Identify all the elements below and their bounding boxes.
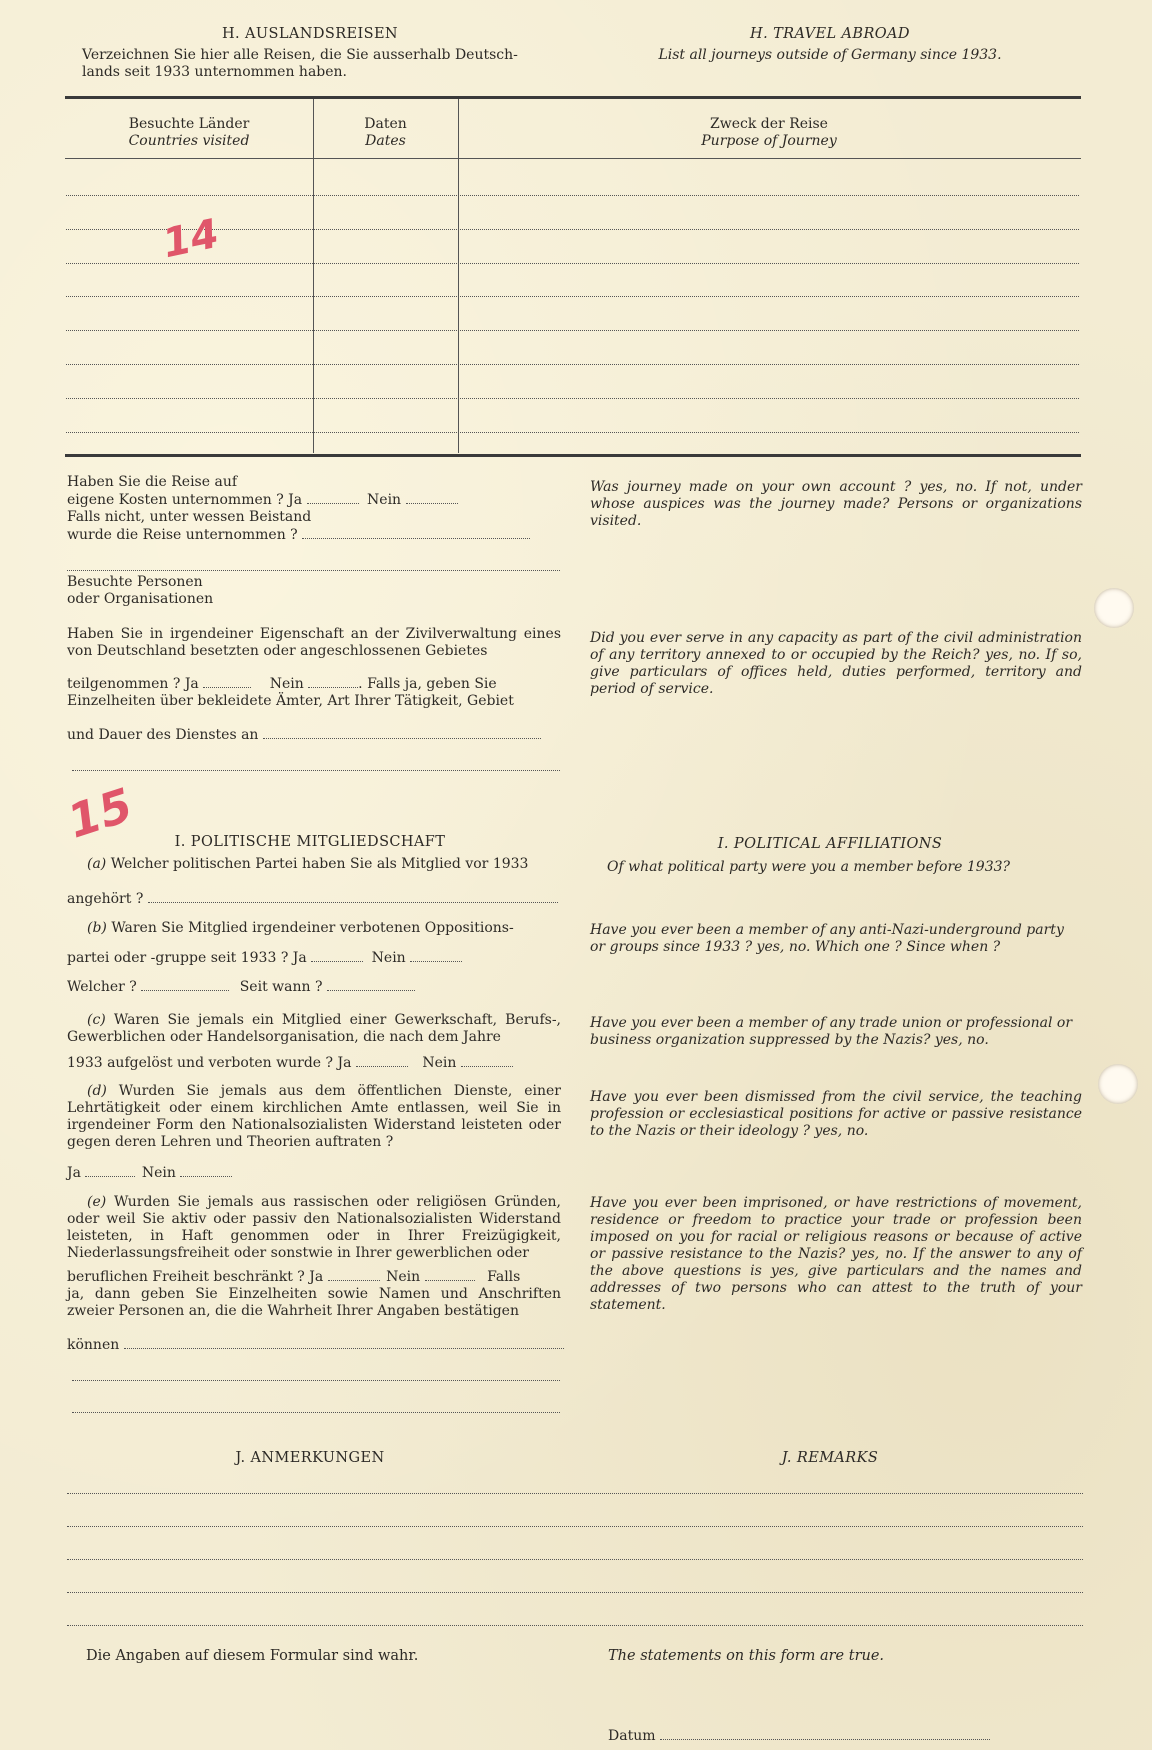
auspices-extra-line[interactable]	[67, 570, 560, 571]
table-bottom-rule	[65, 454, 1081, 457]
persons-visited-line-1: Besuchte Personen	[67, 574, 203, 590]
question-a-text: Welcher politischen Partei haben Sie als Mitglied vor 1933	[110, 856, 529, 872]
auspices-field[interactable]	[302, 526, 530, 539]
own-account-ja-label: eigene Kosten unternommen ? Ja	[67, 492, 303, 508]
question-e-label: (e)	[87, 1194, 107, 1210]
punch-hole	[1098, 1064, 1138, 1104]
instruction-de-line-1: Verzeichnen Sie hier alle Reisen, die Sie ausserhalb Deutsch-	[82, 47, 518, 63]
date-field-row	[608, 1727, 990, 1744]
civil-admin-nein-label: Nein	[269, 676, 304, 692]
question-e-extra-line[interactable]	[72, 1412, 560, 1413]
question-b-label: (b)	[87, 920, 107, 936]
question-e-nein-field[interactable]	[425, 1268, 475, 1281]
civil-admin-question-en: Did you ever serve in any capacity as part of the civil administration of any territory annexed to or occupied by the Reich? yes, no. If so, give particulars of offices held, duties performed, territory and period of service.	[590, 630, 1082, 697]
own-account-nein-field[interactable]	[406, 491, 458, 504]
table-top-rule	[65, 96, 1081, 99]
civil-admin-falls-ja: . Falls ja, geben Sie	[358, 676, 497, 692]
section-h-title-de: H. AUSLANDSREISEN	[221, 26, 399, 42]
question-c-label: (c)	[87, 1012, 106, 1028]
persons-visited-label	[67, 574, 367, 608]
section-j-title-de: J. ANMERKUNGEN	[235, 1450, 385, 1466]
civil-admin-ja-label: teilgenommen ? Ja	[67, 676, 199, 692]
question-d-nein-field[interactable]	[180, 1164, 232, 1177]
own-account-nein-label: Nein	[367, 492, 402, 508]
table-header-countries	[65, 116, 313, 150]
civil-admin-ja-field[interactable]	[203, 675, 251, 688]
section-h-instruction-de	[82, 47, 572, 81]
question-c-ja-field[interactable]	[356, 1054, 408, 1067]
question-b-de-line-1	[87, 920, 567, 937]
table-header-dates	[313, 116, 458, 150]
section-i-title-de: I. POLITISCHE MITGLIEDSCHAFT	[174, 834, 446, 850]
own-account-question-en: Was journey made on your own account ? yes, no. If not, under whose auspices was the journey made? Persons or organizations visited.	[590, 479, 1082, 529]
question-b-text: Waren Sie Mitglied irgendeiner verbotenen Oppositions-	[111, 920, 514, 936]
header-purpose-en: Purpose of Journey	[701, 133, 837, 149]
header-purpose-de: Zweck der Reise	[710, 116, 828, 132]
civil-admin-question-de: Haben Sie in irgendeiner Eigenschaft an der Zivilverwaltung eines von Deutschland besetzten oder angeschlossenen Gebietes	[67, 626, 561, 659]
civil-admin-duration-label: und Dauer des Dienstes an	[67, 727, 259, 743]
table-row-line[interactable]	[66, 263, 1079, 264]
table-row-line[interactable]	[66, 364, 1079, 365]
question-e-text: Wurden Sie jemals aus rassischen oder religiösen Gründen, oder weil Sie aktiv oder passiv den Nationalsozialisten Widerstand leisteten, in Haft genommen oder in Ihrer Freizügigkeit, Niederlassungsfreiheit oder sonstwie in Ihrer gewerblichen oder	[67, 1194, 562, 1261]
question-c-de-line-2	[67, 1054, 567, 1072]
header-dates-en: Dates	[365, 133, 406, 149]
truth-statement-en: The statements on this form are true.	[608, 1648, 885, 1664]
civil-admin-duration-field[interactable]	[263, 726, 541, 739]
punch-hole	[1094, 588, 1134, 628]
civil-admin-extra-line[interactable]	[72, 770, 560, 771]
table-col-divider-1	[313, 99, 314, 453]
question-d-label: (d)	[87, 1083, 107, 1099]
section-j-title-en: J. REMARKS	[781, 1450, 879, 1466]
party-before-1933-field[interactable]	[148, 890, 558, 903]
question-a-label: (a)	[87, 856, 107, 872]
question-e-falls: Falls	[487, 1269, 521, 1285]
remarks-line[interactable]	[67, 1493, 1083, 1494]
question-b-since-field[interactable]	[327, 978, 415, 991]
table-row-line[interactable]	[66, 398, 1079, 399]
question-e-de-line-2	[67, 1268, 567, 1286]
question-e-extra-line[interactable]	[72, 1380, 560, 1381]
question-b-de-line-3	[67, 978, 567, 996]
question-b-nein-label: Nein	[371, 950, 406, 966]
civil-admin-nein-field[interactable]	[308, 675, 358, 688]
header-countries-en: Countries visited	[128, 133, 250, 149]
question-e-de-line-4	[67, 1336, 567, 1354]
question-c-de	[67, 1012, 561, 1046]
question-b-which-field[interactable]	[141, 978, 229, 991]
question-b-since-label: Seit wann ?	[239, 979, 323, 995]
section-i-title-en: I. POLITICAL AFFILIATIONS	[717, 836, 943, 852]
question-d-de	[67, 1083, 561, 1151]
question-b-de-line-2	[67, 949, 567, 967]
truth-statement-de: Die Angaben auf diesem Formular sind wahr.	[86, 1648, 419, 1664]
own-account-line-4: wurde die Reise unternommen ?	[67, 527, 298, 543]
section-h-instruction-en: List all journeys outside of Germany since 1933.	[658, 47, 1002, 63]
question-d-de-line-2	[67, 1164, 567, 1182]
question-a-de-line-2	[67, 890, 567, 908]
civil-admin-duration	[67, 726, 567, 744]
own-account-line-1: Haben Sie die Reise auf	[67, 474, 238, 490]
question-a-de-line-1	[87, 856, 567, 873]
question-e-en: Have you ever been imprisoned, or have restrictions of movement, residence or freedom to practice your trade or profession been imposed on you for racial or religious reasons or because of active or passive resistance to the Nazis? yes, no. If the answer to any of the above questions is yes, give particulars and the names and addresses of two persons who can attest to the truth of your statement.	[590, 1195, 1082, 1313]
remarks-line[interactable]	[67, 1526, 1083, 1527]
header-countries-de: Besuchte Länder	[128, 116, 250, 132]
question-e-witnesses-field[interactable]	[124, 1336, 564, 1349]
table-row-line[interactable]	[66, 330, 1079, 331]
table-header-purpose	[458, 116, 1080, 150]
table-row-line[interactable]	[66, 296, 1079, 297]
table-col-divider-2	[458, 99, 459, 453]
question-d-text: Wurden Sie jemals aus dem öffentlichen Dienste, einer Lehrtätigkeit oder einem kirchlichen Amte entlassen, weil Sie in irgendeiner Form den Nationalsozialisten Widerstand leisteten oder gegen deren Lehren und Theorien auftraten ?	[67, 1083, 561, 1150]
own-account-line-3: Falls nicht, unter wessen Beistand	[67, 509, 312, 525]
question-b-en: Have you ever been a member of any anti-Nazi-underground party or groups since 1933 ? yes, no. Which one ? Since when ?	[590, 922, 1064, 955]
question-d-ja-field[interactable]	[85, 1164, 135, 1177]
date-field[interactable]	[660, 1727, 990, 1740]
question-b-which-label: Welcher ?	[67, 979, 137, 995]
remarks-line[interactable]	[67, 1625, 1083, 1626]
question-a-angehoert: angehört ?	[67, 891, 144, 907]
question-b-ja-label: partei oder -gruppe seit 1933 ? Ja	[67, 950, 307, 966]
instruction-de-line-2: lands seit 1933 unternommen haben.	[82, 64, 348, 80]
own-account-ja-field[interactable]	[307, 491, 359, 504]
persons-visited-line-2: oder Organisationen	[67, 591, 214, 607]
question-c-nein-field[interactable]	[461, 1054, 513, 1067]
question-d-nein-label: Nein	[141, 1165, 176, 1181]
question-e-ja-label: beruflichen Freiheit beschränkt ? Ja	[67, 1269, 324, 1285]
question-e-de	[67, 1194, 561, 1262]
section-h-title-en: H. TRAVEL ABROAD	[750, 26, 910, 42]
table-row-line[interactable]	[66, 229, 1079, 230]
header-dates-de: Daten	[364, 116, 407, 132]
question-b-nein-field[interactable]	[410, 949, 462, 962]
handwritten-mark-15: 15	[61, 777, 139, 849]
question-c-en: Have you ever been a member of any trade union or professional or business organization suppressed by the Nazis? yes, no.	[590, 1015, 1073, 1048]
civil-admin-yes-no	[67, 675, 567, 693]
question-e-koennen: können	[67, 1337, 120, 1353]
question-d-en: Have you ever been dismissed from the civil service, the teaching profession or ecclesiastical positions for active or passive resistance to the Nazis or their ideology ? yes, no.	[590, 1089, 1082, 1139]
civil-admin-details-de: Einzelheiten über bekleidete Ämter, Art Ihrer Tätigkeit, Gebiet	[67, 693, 514, 709]
question-e-de-line-3: ja, dann geben Sie Einzelheiten sowie Namen und Anschriften zweier Personen an, die die Wahrheit Ihrer Angaben bestätigen	[67, 1286, 561, 1319]
question-e-ja-field[interactable]	[328, 1268, 380, 1281]
remarks-line[interactable]	[67, 1592, 1083, 1593]
question-a-en: Of what political party were you a member before 1933?	[607, 859, 1011, 875]
question-c-ja-label: 1933 aufgelöst und verboten wurde ? Ja	[67, 1055, 352, 1071]
remarks-line[interactable]	[67, 1559, 1083, 1560]
table-row-line[interactable]	[66, 195, 1079, 196]
question-c-text: Waren Sie jemals ein Mitglied einer Gewerkschaft, Berufs-, Gewerblichen oder Handelsorganisation, die nach dem Jahre	[67, 1012, 561, 1045]
date-label: Datum	[608, 1728, 656, 1744]
table-row-line[interactable]	[66, 432, 1079, 433]
handwritten-mark-14: 14	[158, 210, 223, 268]
table-header-rule	[65, 158, 1081, 159]
own-account-question-de	[67, 474, 567, 544]
question-b-ja-field[interactable]	[311, 949, 363, 962]
question-e-nein-label: Nein	[386, 1269, 421, 1285]
question-c-nein-label: Nein	[422, 1055, 457, 1071]
question-d-ja-label: Ja	[67, 1165, 81, 1181]
